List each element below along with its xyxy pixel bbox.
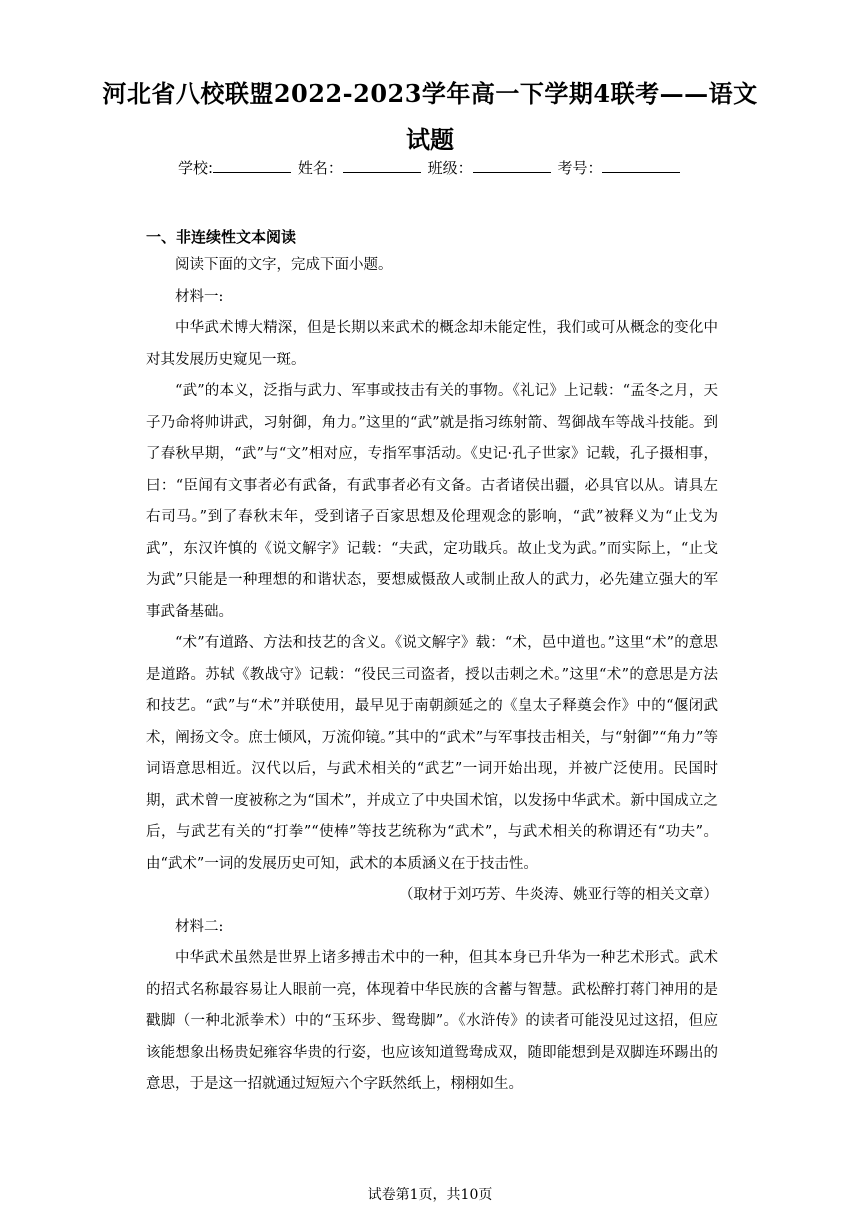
material-one-label: 材料一:: [175, 288, 224, 305]
class-blank: [473, 158, 551, 173]
paragraph: 中华武术博大精深，但是长期以来武术的概念却未能定性，我们或可从概念的变化中对其发展历史窥见一斑。: [146, 320, 718, 368]
exam-title: 河北省八校联盟2022-2023学年高一下学期4联考——语文: [102, 79, 758, 108]
school-blank: [213, 158, 291, 173]
class-label: 班级：: [427, 159, 473, 177]
section-heading: 一、非连续性文本阅读: [146, 228, 297, 246]
school-label: 学校:: [178, 159, 214, 177]
student-info-row: [178, 157, 682, 178]
name-label: 姓名：: [297, 159, 343, 177]
name-blank: [343, 158, 421, 173]
instruction: 阅读下面的文字，完成下面小题。: [175, 257, 393, 273]
exam-title-continued: 试题: [406, 125, 454, 154]
paragraph: “术”有道路、方法和技艺的含义。《说文解字》载：“术，邑中道也。”这里“术”的意思是道路。苏轼《教战守》记载：“役民三司盗者，授以击刺之术。”这里“术”的意思是方法和技艺。“武”与“术”并联使用，最早见于南朝颜延之的《皇太子释奠会作》中的“偃闭武术，阐扬文令。庶士倾风，万流仰镜。”其中的“武术”与军事技击相关，与“射御”“角力”等词语意思相近。汉代以后，与武术相关的“武艺”一词开始出现，并被广泛使用。民国时期，武术曾一度被称之为“国术”，并成立了中央国术馆，以发扬中华武术。新中国成立之后，与武艺有关的“打拳”“使棒”等技艺统称为“武术”，与武术相关的称谓还有“功夫”。由“武术”一词的发展历史可知，武术的本质涵义在于技击性。: [146, 635, 718, 872]
paragraph: “武”的本义，泛指与武力、军事或技击有关的事物。《礼记》上记载：“孟冬之月，天子乃命将帅讲武，习射御，角力。”这里的“武”就是指习练射箭、驾御战车等战斗技能。到了春秋早期，“武”与“文”相对应，专指军事活动。《史记·孔子世家》记载，孔子摄相事，曰：“臣闻有文事者必有武备，有武事者必有文备。古者诸侯出疆，必具官以从。请具左右司马。”到了春秋末年，受到诸子百家思想及伦理观念的影响，“武”被释义为“止戈为武”，东汉许慎的《说文解字》记载：“夫武，定功戢兵。故止戈为武。”而实际上，“止戈为武”只能是一种理想的和谐状态，要想威慑敌人或制止敌人的武力，必先建立强大的军事武备基础。: [146, 383, 718, 620]
source-citation: （取材于刘巧芳、牛炎涛、姚亚行等的相关文章）: [399, 887, 718, 903]
paragraph: 中华武术虽然是世界上诸多搏击术中的一种，但其本身已升华为一种艺术形式。武术的招式名称最容易让人眼前一亮，体现着中华民族的含蓄与智慧。武松醉打蒋门神用的是戳脚（一种北派拳术）中的“玉环步、鸳鸯脚”。《水浒传》的读者可能没见过这招，但应该能想象出杨贵妃雍容华贵的行姿，也应该知道鸳鸯成双，随即能想到是双脚连环踢出的意思，于是这一招就通过短短六个字跃然纸上，栩栩如生。: [146, 950, 718, 1092]
material-two-label: 材料二:: [175, 918, 224, 935]
exam-number-blank: [602, 158, 680, 173]
page-footer: 试卷第1页，共10页: [367, 1187, 493, 1203]
reading-passage: [146, 250, 718, 1101]
exam-number-label: 考号：: [557, 159, 603, 177]
